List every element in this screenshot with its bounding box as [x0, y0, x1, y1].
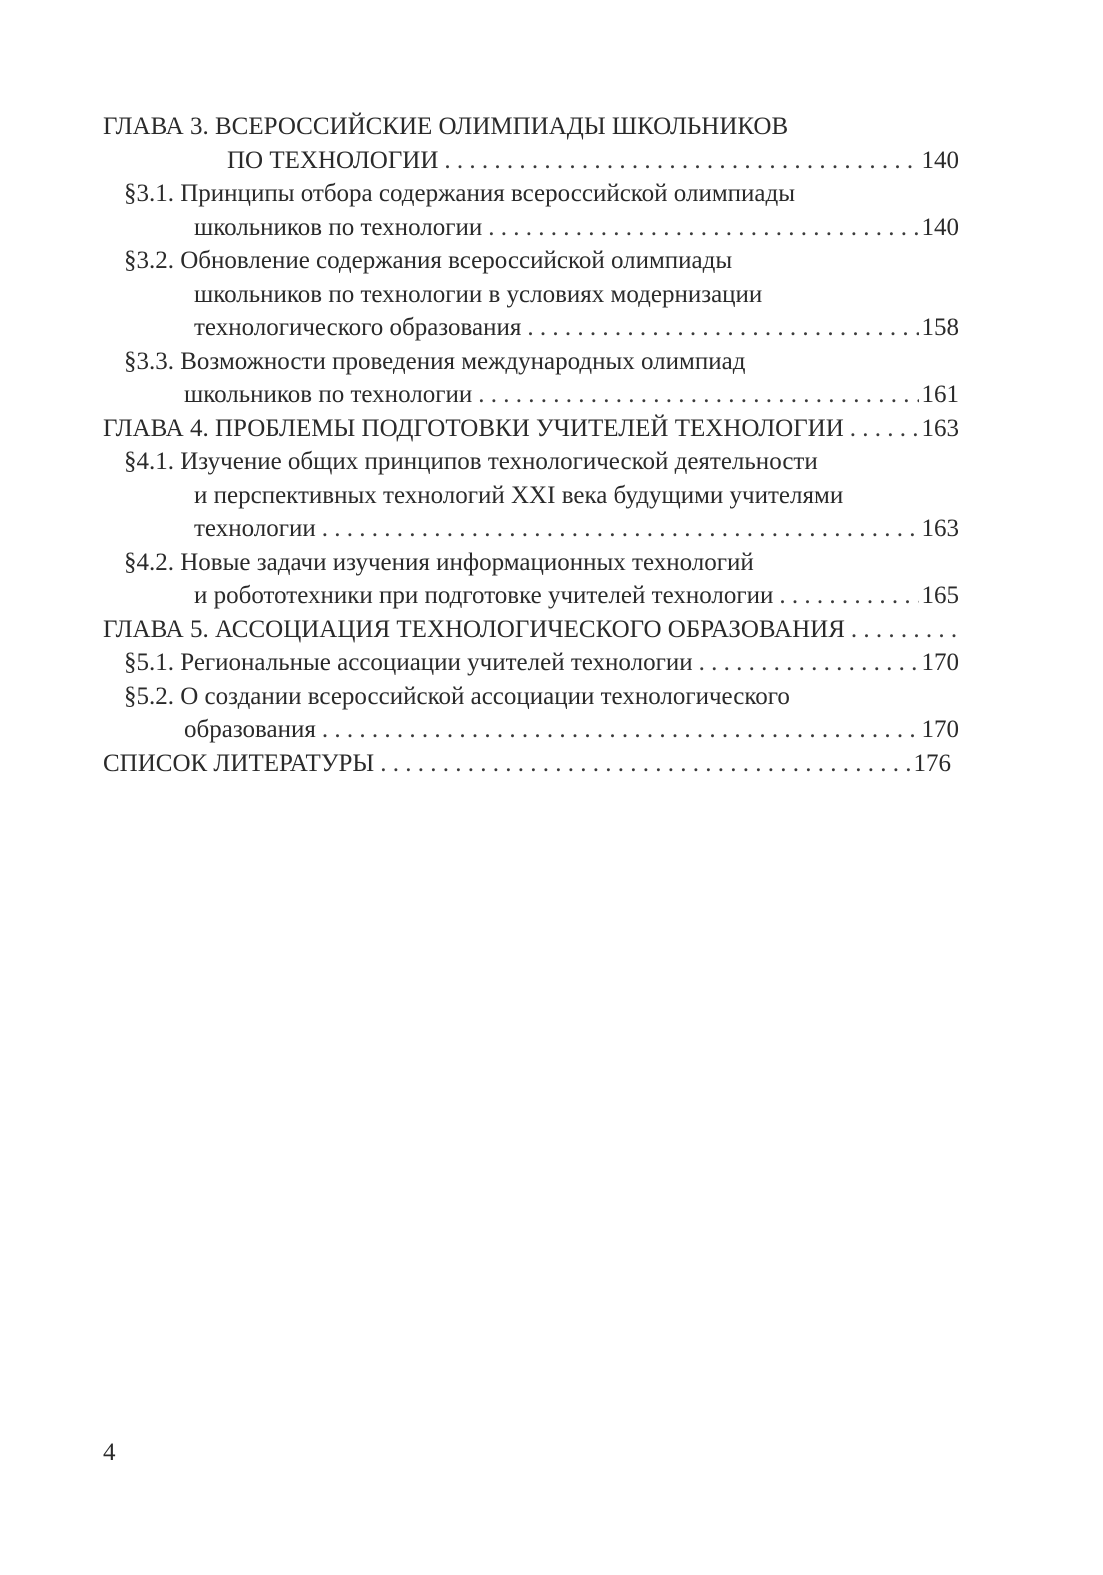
toc-entry-title: §3.2. Обновление содержания всероссийской олимпиады: [124, 247, 733, 274]
toc-entry-title: §5.2. О создании всероссийской ассоциации технологического: [124, 682, 790, 710]
dot-leader: [699, 646, 919, 680]
toc-entry-section-5-2[interactable]: [124, 680, 959, 747]
toc-entry-section-4-1[interactable]: [124, 445, 959, 546]
dot-leader: [851, 613, 956, 647]
dot-leader: [444, 144, 918, 178]
toc-page-number: 140: [921, 146, 959, 174]
toc-entry-title-cont: школьников по технологии: [194, 213, 483, 241]
toc-entry-title-cont: школьников по технологии в условиях модернизации: [194, 280, 763, 308]
toc-page-number: 170: [921, 716, 959, 743]
toc-entry-title: ГЛАВА 3. ВСЕРОССИЙСКИЕ ОЛИМПИАДЫ ШКОЛЬНИКОВ: [103, 113, 789, 140]
toc-entry-title: §3.1. Принципы отбора содержания всероссийской олимпиады: [124, 180, 796, 207]
dot-leader: [478, 378, 918, 412]
toc-entry-section-4-2[interactable]: [124, 546, 959, 613]
toc-entry-chapter-3[interactable]: [103, 110, 959, 177]
toc-entry-last-line: [124, 579, 959, 613]
toc-page-number: 170: [921, 649, 959, 676]
toc-entry-bibliography[interactable]: [103, 747, 959, 781]
toc-entry-last-line: [103, 747, 951, 781]
toc-page-number: 140: [921, 213, 959, 241]
toc-entry-last-line: [124, 378, 959, 412]
toc-entry-last-line: [124, 646, 959, 680]
toc-entry-title: ГЛАВА 4. ПРОБЛЕМЫ ПОДГОТОВКИ УЧИТЕЛЕЙ ТЕХНОЛОГИИ: [103, 414, 844, 442]
toc-entry-title-cont: технологии: [194, 515, 316, 542]
toc-page-number: 158: [921, 314, 959, 341]
toc-entry-title: §3.3. Возможности проведения международных олимпиад: [124, 347, 746, 375]
dot-leader: [322, 713, 919, 747]
toc-entry-last-line: [103, 144, 959, 178]
toc-page-number: 161: [921, 381, 959, 408]
toc-entry-last-line: [103, 613, 959, 647]
toc-entry-title: СПИСОК ЛИТЕРАТУРЫ: [103, 749, 375, 777]
toc-page-number: 163: [921, 515, 959, 542]
dot-leader: [527, 311, 918, 345]
page-number: 4: [103, 1439, 116, 1466]
toc-entry-title-cont: технологического образования: [194, 314, 522, 341]
toc-entry-last-line: [124, 311, 959, 345]
toc-entry-title: §4.2. Новые задачи изучения информационных технологий: [124, 548, 754, 576]
dot-leader: [488, 211, 918, 245]
toc-entry-last-line: [124, 211, 959, 245]
dot-leader: [850, 412, 919, 446]
dot-leader: [322, 512, 919, 546]
toc-entry-last-line: [124, 713, 959, 747]
toc-entry-title: ГЛАВА 5. АССОЦИАЦИЯ ТЕХНОЛОГИЧЕСКОГО ОБРАЗОВАНИЯ: [103, 615, 845, 643]
toc-entry-last-line: [124, 512, 959, 546]
toc-entry-chapter-5[interactable]: [103, 613, 959, 647]
toc-entry-title-cont: и перспективных технологий XXI века будущими учителями: [194, 481, 844, 509]
toc-entry-title: §4.1. Изучение общих принципов технологической деятельности: [124, 448, 818, 475]
toc-entry-last-line: [103, 412, 959, 446]
toc-entry-title-cont: образования: [184, 716, 316, 743]
toc-entry-title-cont: школьников по технологии: [184, 381, 473, 408]
toc-entry-section-3-2[interactable]: [124, 244, 959, 345]
dot-leader: [380, 747, 910, 781]
toc-page-number: 163: [921, 414, 959, 442]
toc-page-number: 165: [921, 582, 959, 609]
toc-page-number: 176: [913, 749, 951, 777]
toc-entry-title: §5.1. Региональные ассоциации учителей технологии: [124, 649, 693, 676]
toc-entry-title-cont: ПО ТЕХНОЛОГИИ: [227, 146, 439, 174]
toc-entry-chapter-4[interactable]: [103, 412, 959, 446]
toc-entry-title-cont: и робототехники при подготовке учителей технологии: [194, 582, 774, 609]
dot-leader: [779, 579, 918, 613]
toc-entry-section-5-1[interactable]: [124, 646, 959, 680]
toc-entry-section-3-3[interactable]: [124, 345, 959, 412]
table-of-contents: [103, 110, 959, 780]
toc-entry-section-3-1[interactable]: [124, 177, 959, 244]
